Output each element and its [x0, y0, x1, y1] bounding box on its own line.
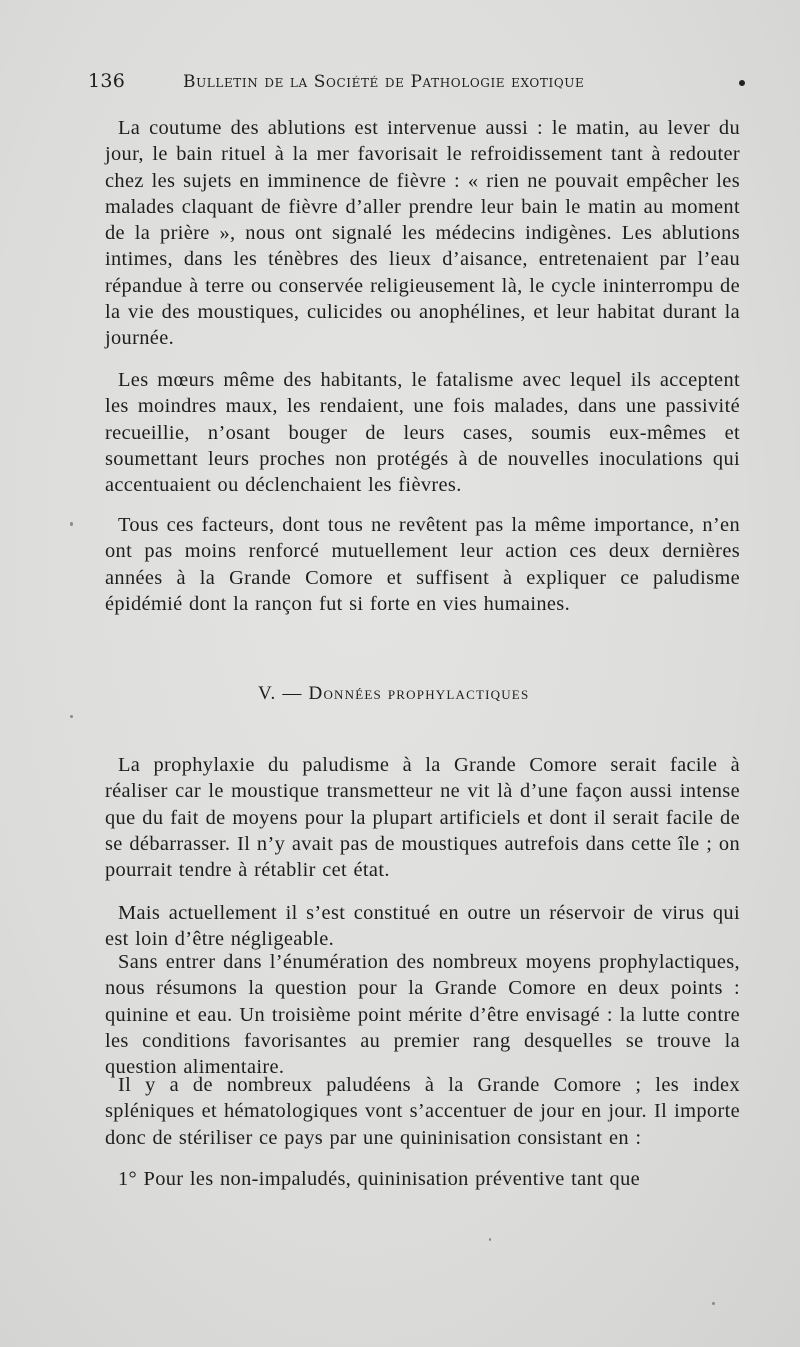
paragraph: Les mœurs même des habitants, le fatalisme avec lequel ils acceptent les moindres maux, les rendaient, une fois malades, dans une passivité recueillie, n’osant bouger de leurs cases, soumis eux-mêmes et soumettant leurs proches non protégés à de nouvelles inoculations qui accentuaient ou déclenchaient les fièvres. — [105, 369, 740, 497]
running-header — [88, 70, 740, 98]
paragraph: La prophylaxie du paludisme à la Grande Comore serait facile à réaliser car le moustique transmetteur ne vit là d’une façon aussi intense que du fait de moyens pour la plupart artificiels et dont il serait facile de se débarrasser. Il n’y avait pas de moustiques autrefois dans cette île ; on pourrait tendre à rétablir cet état. — [105, 754, 740, 882]
paragraph: Il y a de nombreux paludéens à la Grande Comore ; les index spléniques et hématologiques vont s’accentuer de jour en jour. Il importe donc de stériliser ce pays par une quininisation consistant en : — [105, 1074, 740, 1149]
paper-speck — [489, 1238, 491, 1241]
ink-dot — [739, 80, 745, 86]
page-number: 136 — [88, 70, 126, 92]
paragraph: Sans entrer dans l’énumération des nombreux moyens prophylactiques, nous résumons la question pour la Grande Comore en deux points : quinine et eau. Un troisième point mérite d’être envisagé : la lutte contre les conditions favorisantes au premier rang desquelles se trouve la question alimentaire. — [105, 951, 740, 1079]
paragraph: Tous ces facteurs, dont tous ne revêtent pas la même importance, n’en ont pas moins renforcé mutuellement leur action ces deux dernières années à la Grande Comore et suffisent à expliquer ce paludisme épidémié dont la rançon fut si forte en vies humaines. — [105, 514, 740, 615]
paragraph: 1° Pour les non-impaludés, quininisation préventive tant que — [118, 1168, 641, 1190]
paragraph: Mais actuellement il s’est constitué en outre un réservoir de virus qui est loin d’être négligeable. — [105, 902, 740, 951]
paragraph: La coutume des ablutions est intervenue aussi : le matin, au lever du jour, le bain rituel à la mer favorisait le refroidissement tant à redouter chez les sujets en imminence de fièvre : « rien ne pouvait empêcher les malades claquant de fièvre d’aller prendre leur bain le matin au moment de la prière », nous ont signalé les médecins indigènes. Les ablutions intimes, dans les ténèbres des lieux d’aisance, entretenaient par l’eau répandue à terre ou conservée religieusement là, le cycle ininterrompu de la vie des moustiques, culicides ou anophélines, et leur habitat durant la journée. — [105, 117, 740, 350]
paper-speck — [712, 1302, 715, 1305]
section-heading: V. — Données prophylactiques — [258, 683, 530, 704]
paper-speck — [70, 715, 73, 718]
running-title: Bulletin de la Société de Pathologie exotique — [183, 72, 585, 92]
paper-speck — [70, 522, 73, 526]
